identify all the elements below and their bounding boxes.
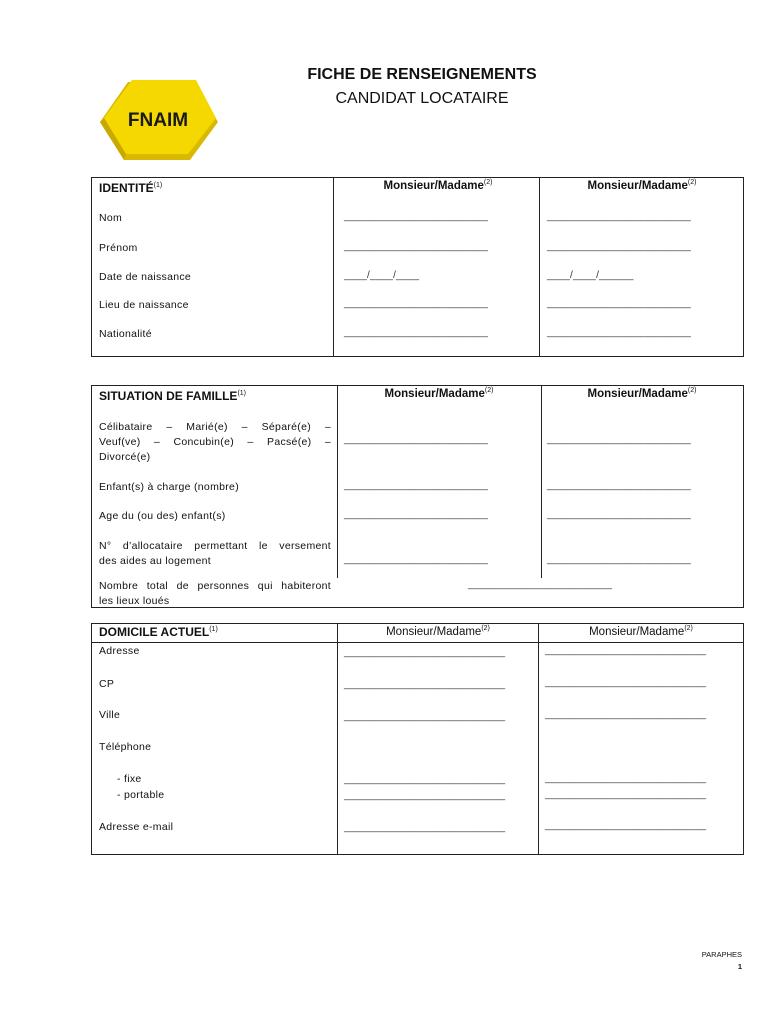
- lieu-naissance-field-2[interactable]: _________________________: [547, 298, 692, 309]
- adresse-field-2[interactable]: ____________________________: [545, 645, 707, 656]
- situation-section: [91, 385, 744, 608]
- page-title: FICHE DE RENSEIGNEMENTS: [307, 66, 537, 83]
- situation-col1-header: Monsieur/Madame$^{(2)}$: [384, 387, 494, 400]
- tel-portable-field-1[interactable]: ____________________________: [344, 790, 506, 801]
- label-tel-fixe: - fixe: [117, 773, 142, 785]
- tel-fixe-field-1[interactable]: ____________________________: [344, 774, 506, 785]
- label-lieu-naissance: Lieu de naissance: [99, 299, 189, 311]
- domicile-col1-header: Monsieur/Madame$^{(2)}$: [386, 625, 490, 638]
- fnaim-logo: [98, 78, 220, 164]
- age-enfants-field-2[interactable]: _________________________: [547, 509, 692, 520]
- logo-text: FNAIM: [127, 110, 189, 131]
- age-enfants-field-1[interactable]: _________________________: [344, 509, 489, 520]
- prenom-field-1[interactable]: _________________________: [344, 241, 489, 252]
- label-allocataire: N° d’allocataire permettant le versement des aides au logement: [99, 540, 331, 567]
- label-telephone: Téléphone: [99, 741, 152, 753]
- label-tel-portable: - portable: [117, 789, 165, 801]
- nationalite-field-1[interactable]: _________________________: [344, 327, 489, 338]
- allocataire-field-1[interactable]: _________________________: [344, 554, 489, 565]
- enfants-charge-field-1[interactable]: _________________________: [344, 480, 489, 491]
- identite-title: IDENTITÉ$^{(1)}$: [99, 181, 163, 195]
- nationalite-field-2[interactable]: _________________________: [547, 327, 692, 338]
- page-number: 1: [737, 962, 742, 971]
- label-situation: Célibataire – Marié(e) – Séparé(e) – Veuf(ve) – Concubin(e) – Pacsé(e) – Divorcé(e): [99, 421, 331, 463]
- email-field-2[interactable]: ____________________________: [545, 820, 707, 831]
- total-personnes-field[interactable]: _________________________: [468, 579, 613, 590]
- label-nom: Nom: [99, 212, 123, 224]
- label-prenom: Prénom: [99, 242, 138, 254]
- situation-field-2[interactable]: _________________________: [547, 434, 692, 445]
- identite-col2-header: Monsieur/Madame$^{(2)}$: [587, 179, 697, 192]
- tel-fixe-field-2[interactable]: ____________________________: [545, 773, 707, 784]
- nom-field-1[interactable]: _________________________: [344, 211, 489, 222]
- prenom-field-2[interactable]: _________________________: [547, 241, 692, 252]
- domicile-title: DOMICILE ACTUEL$^{(1)}$: [99, 625, 218, 639]
- lieu-naissance-field-1[interactable]: _________________________: [344, 298, 489, 309]
- situation-field-1[interactable]: _________________________: [344, 434, 489, 445]
- label-age-enfants: Age du (ou des) enfant(s): [99, 510, 226, 522]
- email-field-1[interactable]: ____________________________: [344, 822, 506, 833]
- label-nationalite: Nationalité: [99, 328, 152, 340]
- paraphes-label: PARAPHES: [701, 950, 742, 959]
- date-naissance-field-2[interactable]: ____/____/______: [547, 270, 634, 281]
- ville-field-2[interactable]: ____________________________: [545, 709, 707, 720]
- label-ville: Ville: [99, 709, 121, 721]
- identite-col1-header: Monsieur/Madame$^{(2)}$: [383, 179, 493, 192]
- cp-field-2[interactable]: ____________________________: [545, 677, 707, 688]
- label-total-personnes: Nombre total de personnes qui habiteront les lieux loués: [99, 580, 331, 607]
- allocataire-field-2[interactable]: _________________________: [547, 554, 692, 565]
- label-adresse: Adresse: [99, 645, 140, 657]
- adresse-field-1[interactable]: ____________________________: [344, 647, 506, 658]
- situation-title: SITUATION DE FAMILLE$^{(1)}$: [99, 389, 247, 403]
- tel-portable-field-2[interactable]: ____________________________: [545, 789, 707, 800]
- label-date-naissance: Date de naissance: [99, 271, 192, 283]
- situation-col2-header: Monsieur/Madame$^{(2)}$: [587, 387, 697, 400]
- page-subtitle: CANDIDAT LOCATAIRE: [335, 90, 509, 107]
- nom-field-2[interactable]: _________________________: [547, 211, 692, 222]
- label-email: Adresse e-mail: [99, 821, 174, 833]
- enfants-charge-field-2[interactable]: _________________________: [547, 480, 692, 491]
- label-cp: CP: [99, 678, 115, 690]
- label-enfants-charge: Enfant(s) à charge (nombre): [99, 481, 239, 493]
- cp-field-1[interactable]: ____________________________: [344, 679, 506, 690]
- domicile-col2-header: Monsieur/Madame$^{(2)}$: [589, 625, 693, 638]
- date-naissance-field-1[interactable]: ____/____/____: [344, 270, 420, 281]
- ville-field-1[interactable]: ____________________________: [344, 711, 506, 722]
